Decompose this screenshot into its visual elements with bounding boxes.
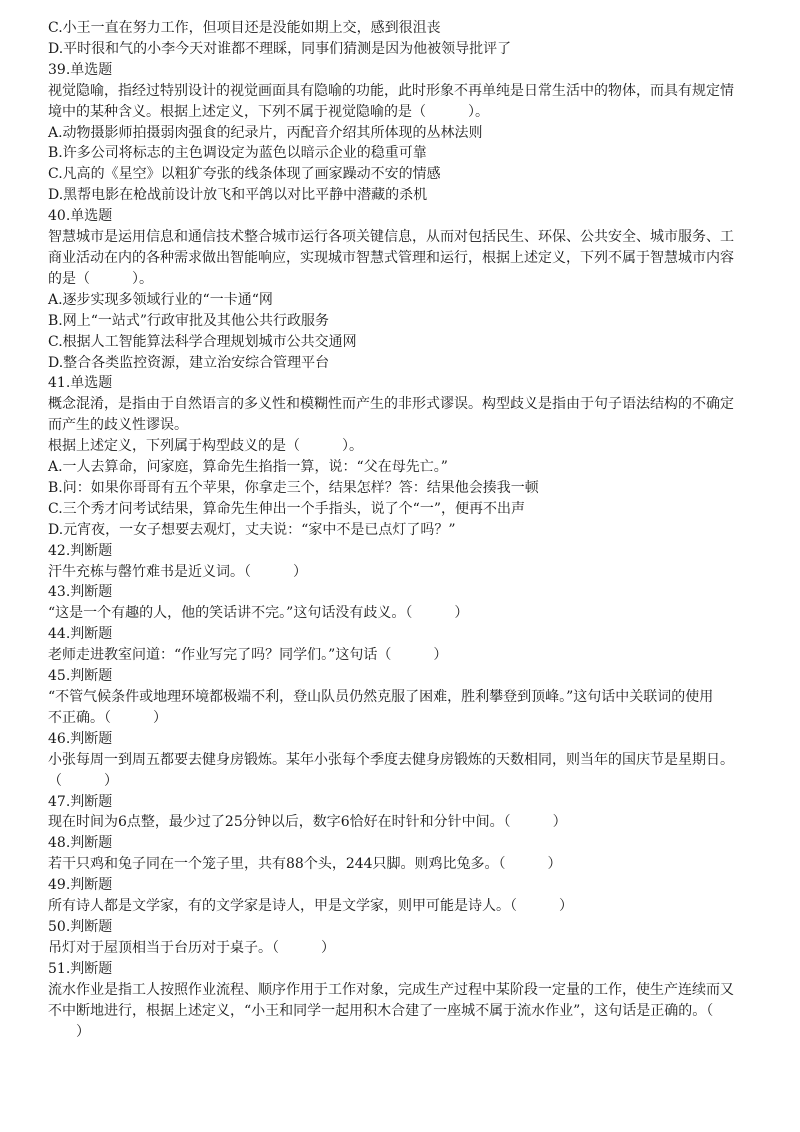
option-d: D.黑帮电影在枪战前设计放飞和平鸽以对比平静中潜藏的杀机	[48, 187, 428, 204]
question-text: 而产生的歧义性谬误。	[48, 417, 188, 434]
option-b: B.网上“一站式”行政审批及其他公共行政服务	[48, 312, 330, 329]
question-header: 50.判断题	[48, 918, 113, 935]
option-a: A.动物摄影师拍摄弱肉强食的纪录片，丙配音介绍其所体现的丛林法则	[48, 124, 483, 141]
question-text: ）	[48, 1023, 90, 1040]
question-header: 48.判断题	[48, 835, 113, 852]
question-text: “不管气候条件或地理环境都极端不利，登山队员仍然克服了困难，胜利攀登到顶峰。”这句话中关联词的使用	[48, 689, 714, 705]
question-text: 不中断地进行，根据上述定义，“小王和同学一起用积木合建了一座城不属于流水作业”，这句话是正确的。（	[48, 1002, 714, 1019]
question-text: 所有诗人都是文学家，有的文学家是诗人，甲是文学家，则甲可能是诗人。（ ）	[48, 898, 573, 915]
question-text: 流水作业是指工人按照作业流程、顺序作用于工作对象，完成生产过程中某阶段一定量的工作，使生产连续而又	[48, 981, 734, 998]
question-text: 境中的某种含义。根据上述定义，下列不属于视觉隐喻的是（ ）。	[48, 103, 489, 120]
question-text: 视觉隐喻，指经过特别设计的视觉画面具有隐喻的功能，此时形象不再单纯是日常生活中的物体，而具有规定情	[48, 82, 734, 99]
question-text: 概念混淆，是指由于自然语言的多义性和模糊性而产生的非形式谬误。构型歧义是指由于句子语法结构的不确定	[48, 396, 734, 413]
question-text: “这是一个有趣的人，他的笑话讲不完。”这句话没有歧义。（ ）	[48, 605, 469, 622]
question-header: 39.单选题	[48, 61, 113, 78]
option-c: C.根据人工智能算法科学合理规划城市公共交通网	[48, 333, 357, 350]
question-text: 根据上述定义，下列属于构型歧义的是（ ）。	[48, 438, 363, 455]
question-header: 42.判断题	[48, 542, 113, 559]
question-text: 不正确。（ ）	[48, 709, 167, 726]
question-text: （ ）	[48, 772, 118, 789]
option-b: B.许多公司将标志的主色调设定为蓝色以暗示企业的稳重可靠	[48, 145, 427, 162]
question-header: 47.判断题	[48, 793, 113, 810]
option-d: D.平时很和气的小李今天对谁都不理睬，同事们猜测是因为他被领导批评了	[48, 40, 512, 57]
question-text: 若干只鸡和兔子同在一个笼子里，共有88个头，244只脚。则鸡比兔多。（ ）	[48, 856, 562, 873]
question-header: 44.判断题	[48, 626, 113, 643]
option-c: C.三个秀才问考试结果，算命先生伸出一个手指头，说了个“一”，便再不出声	[48, 500, 525, 517]
question-header: 51.判断题	[48, 960, 113, 977]
option-a: A.一人去算命，问家庭，算命先生掐指一算，说：“父在母先亡。”	[48, 459, 448, 476]
option-c: C.凡高的《星空》以粗犷夸张的线条体现了画家躁动不安的情感	[48, 166, 441, 183]
question-text: 汗牛充栋与罄竹难书是近义词。（ ）	[48, 563, 307, 580]
option-a: A.逐步实现多领域行业的“一卡通“网	[48, 291, 273, 308]
question-text: 的是（ ）。	[48, 270, 153, 287]
question-text: 小张每周一到周五都要去健身房锻炼。某年小张每个季度去健身房锻炼的天数相同，则当年的国庆节是星期日。	[48, 751, 734, 768]
question-header: 40.单选题	[48, 208, 113, 225]
option-c: C.小王一直在努力工作，但项目还是没能如期上交，感到很沮丧	[48, 20, 441, 36]
question-text: 吊灯对于屋顶相当于台历对于桌子。（ ）	[48, 939, 335, 956]
question-text: 老师走进教室问道：“作业写完了吗？同学们。”这句话（ ）	[48, 647, 448, 664]
question-text: 现在时间为6点整，最少过了25分钟以后，数字6恰好在时针和分针中间。（ ）	[48, 814, 567, 831]
question-header: 43.判断题	[48, 584, 113, 601]
question-header: 41.单选题	[48, 375, 113, 392]
question-header: 49.判断题	[48, 877, 113, 894]
question-text: 智慧城市是运用信息和通信技术整合城市运行各项关键信息，从而对包括民生、环保、公共安全、城市服务、工	[48, 229, 734, 246]
option-d: D.元宵夜，一女子想要去观灯，丈夫说：“家中不是已点灯了吗？”	[48, 521, 456, 538]
question-header: 45.判断题	[48, 668, 113, 685]
option-d: D.整合各类监控资源，建立治安综合管理平台	[48, 354, 330, 371]
question-text: 商业活动在内的各种需求做出智能响应，实现城市智慧式管理和运行，根据上述定义，下列不属于智慧城市内容	[48, 249, 734, 266]
question-header: 46.判断题	[48, 730, 113, 747]
option-b: B.问：如果你哥哥有五个苹果，你拿走三个，结果怎样？答：结果他会揍我一顿	[48, 479, 539, 496]
